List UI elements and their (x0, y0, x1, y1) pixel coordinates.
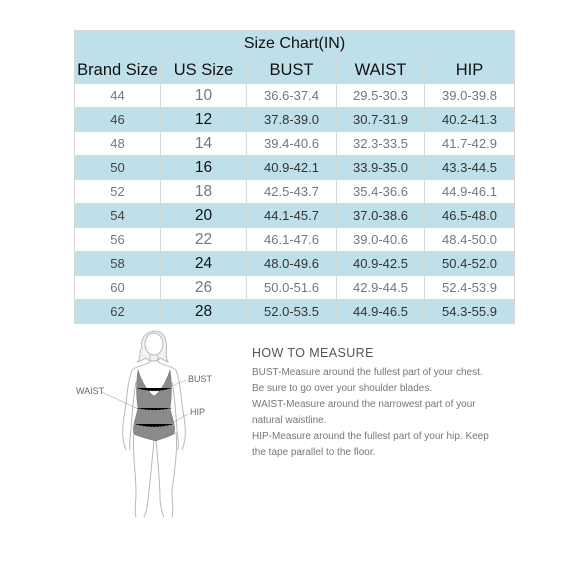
bust-cell: 52.0-53.5 (247, 300, 337, 324)
brand-size-cell: 60 (75, 276, 161, 300)
bust-cell: 50.0-51.6 (247, 276, 337, 300)
waist-cell: 30.7-31.9 (337, 108, 425, 132)
waist-cell: 42.9-44.5 (337, 276, 425, 300)
instruction-line: BUST-Measure around the fullest part of your chest. (252, 367, 483, 378)
bust-cell: 44.1-45.7 (247, 204, 337, 228)
table-row (75, 252, 515, 276)
hip-cell: 48.4-50.0 (425, 228, 515, 252)
waist-cell: 39.0-40.6 (337, 228, 425, 252)
brand-size-cell: 62 (75, 300, 161, 324)
brand-size-cell: 44 (75, 84, 161, 108)
table-title: Size Chart(IN) (75, 31, 515, 58)
instruction-line: natural waistline. (252, 415, 327, 426)
table-row (75, 132, 515, 156)
hip-cell: 52.4-53.9 (425, 276, 515, 300)
hip-cell: 50.4-52.0 (425, 252, 515, 276)
hip-cell: 54.3-55.9 (425, 300, 515, 324)
brand-size-cell: 48 (75, 132, 161, 156)
instruction-line: the tape parallel to the floor. (252, 447, 376, 458)
instruction-line: WAIST-Measure around the narrowest part of your (252, 399, 476, 410)
us-size-cell: 16 (161, 156, 247, 180)
bust-cell: 37.8-39.0 (247, 108, 337, 132)
brand-size-cell: 52 (75, 180, 161, 204)
us-size-cell: 12 (161, 108, 247, 132)
brand-size-cell: 54 (75, 204, 161, 228)
how-to-measure-section (252, 346, 522, 461)
how-to-measure-heading: HOW TO MEASURE (252, 346, 374, 360)
us-size-cell: 22 (161, 228, 247, 252)
brand-size-cell: 46 (75, 108, 161, 132)
table-row (75, 204, 515, 228)
hip-label: HIP (190, 407, 206, 417)
table-row (75, 228, 515, 252)
bust-cell: 40.9-42.1 (247, 156, 337, 180)
table-row (75, 108, 515, 132)
waist-cell: 37.0-38.6 (337, 204, 425, 228)
table-row (75, 180, 515, 204)
table-row (75, 276, 515, 300)
us-size-cell: 18 (161, 180, 247, 204)
header-hip: HIP (425, 58, 515, 84)
hip-cell: 41.7-42.9 (425, 132, 515, 156)
bust-cell: 39.4-40.6 (247, 132, 337, 156)
brand-size-cell: 50 (75, 156, 161, 180)
header-brand-size: Brand Size (75, 58, 161, 84)
brand-size-cell: 58 (75, 252, 161, 276)
waist-cell: 32.3-33.5 (337, 132, 425, 156)
us-size-cell: 14 (161, 132, 247, 156)
hip-cell: 43.3-44.5 (425, 156, 515, 180)
body-measurement-figure (72, 322, 252, 522)
hip-cell: 46.5-48.0 (425, 204, 515, 228)
bust-cell: 46.1-47.6 (247, 228, 337, 252)
header-row (75, 58, 515, 84)
header-bust: BUST (247, 58, 337, 84)
waist-cell: 29.5-30.3 (337, 84, 425, 108)
table-row (75, 300, 515, 324)
us-size-cell: 20 (161, 204, 247, 228)
waist-cell: 35.4-36.6 (337, 180, 425, 204)
hip-cell: 39.0-39.8 (425, 84, 515, 108)
us-size-cell: 28 (161, 300, 247, 324)
waist-cell: 44.9-46.5 (337, 300, 425, 324)
waist-cell: 33.9-35.0 (337, 156, 425, 180)
instruction-line: HIP-Measure around the fullest part of your hip. Keep (252, 431, 489, 442)
us-size-cell: 10 (161, 84, 247, 108)
swimsuit-shape (133, 370, 174, 441)
bust-cell: 48.0-49.6 (247, 252, 337, 276)
waist-label: WAIST (76, 386, 105, 396)
us-size-cell: 24 (161, 252, 247, 276)
us-size-cell: 26 (161, 276, 247, 300)
brand-size-cell: 56 (75, 228, 161, 252)
waist-cell: 40.9-42.5 (337, 252, 425, 276)
header-us-size: US Size (161, 58, 247, 84)
instruction-line: Be sure to go over your shoulder blades. (252, 383, 433, 394)
hip-cell: 40.2-41.3 (425, 108, 515, 132)
header-waist: WAIST (337, 58, 425, 84)
table-row (75, 156, 515, 180)
bust-cell: 36.6-37.4 (247, 84, 337, 108)
hip-cell: 44.9-46.1 (425, 180, 515, 204)
bust-label: BUST (188, 374, 213, 384)
table-row (75, 84, 515, 108)
size-chart-table (74, 30, 515, 324)
bust-cell: 42.5-43.7 (247, 180, 337, 204)
